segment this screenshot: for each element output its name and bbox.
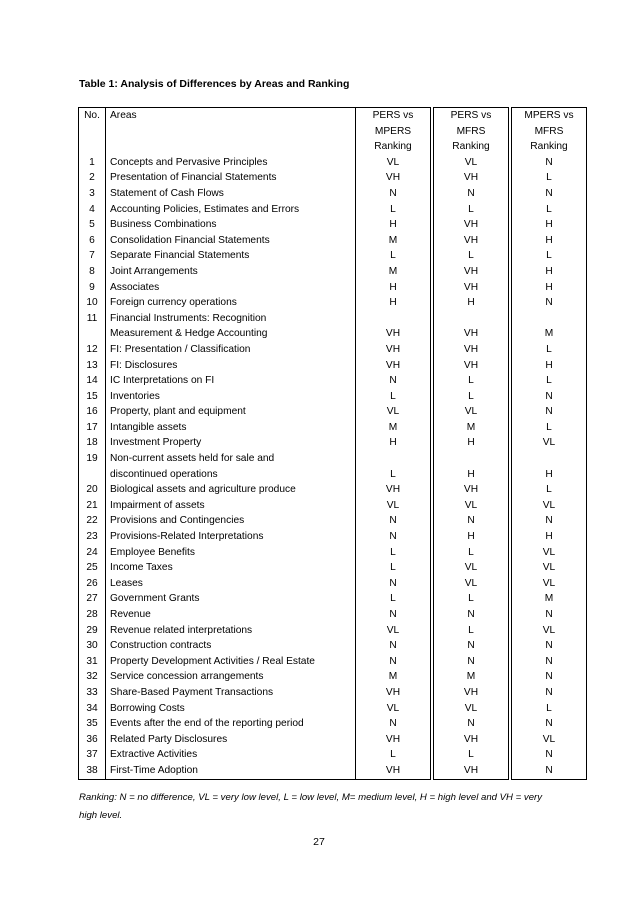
rank-pers-vs-mfrs: L	[434, 545, 509, 561]
table-row	[79, 638, 587, 654]
table-row	[79, 529, 587, 545]
row-area: Consolidation Financial Statements	[106, 233, 356, 249]
table-row	[79, 389, 587, 405]
row-number: 34	[79, 701, 106, 717]
table-row	[79, 264, 587, 280]
row-number: 26	[79, 576, 106, 592]
table-row	[79, 295, 587, 311]
row-number: 11	[79, 311, 106, 327]
rank-pers-vs-mfrs: VH	[434, 326, 509, 342]
rank-pers-vs-mfrs	[434, 451, 509, 467]
row-number: 32	[79, 669, 106, 685]
row-area: IC Interpretations on FI	[106, 373, 356, 389]
rank-pers-vs-mpers: VH	[356, 763, 431, 779]
rank-mpers-vs-mfrs	[512, 451, 587, 467]
table-row	[79, 576, 587, 592]
rank-pers-vs-mpers: VH	[356, 170, 431, 186]
rank-pers-vs-mfrs: H	[434, 295, 509, 311]
row-number: 23	[79, 529, 106, 545]
rank-pers-vs-mpers: VH	[356, 326, 431, 342]
rank-pers-vs-mpers: N	[356, 654, 431, 670]
rank-pers-vs-mpers: N	[356, 638, 431, 654]
rank-mpers-vs-mfrs: N	[512, 638, 587, 654]
header-col2-line3: Ranking	[434, 139, 509, 155]
rank-pers-vs-mfrs: VH	[434, 342, 509, 358]
table-row	[79, 591, 587, 607]
rank-pers-vs-mpers: VH	[356, 342, 431, 358]
rank-mpers-vs-mfrs: VL	[512, 545, 587, 561]
rank-mpers-vs-mfrs: N	[512, 654, 587, 670]
row-area: Presentation of Financial Statements	[106, 170, 356, 186]
ranking-legend-note: Ranking: N = no difference, VL = very low level, L = low level, M= medium level, H = high level and VH = very high level.	[79, 792, 543, 821]
rank-pers-vs-mfrs: N	[434, 186, 509, 202]
rank-mpers-vs-mfrs: H	[512, 529, 587, 545]
table-row	[79, 685, 587, 701]
rank-mpers-vs-mfrs: H	[512, 358, 587, 374]
rank-pers-vs-mpers: N	[356, 373, 431, 389]
rank-pers-vs-mfrs: VH	[434, 170, 509, 186]
row-area: Concepts and Pervasive Principles	[106, 155, 356, 171]
row-number: 30	[79, 638, 106, 654]
rank-pers-vs-mfrs: L	[434, 747, 509, 763]
rank-pers-vs-mfrs: VL	[434, 404, 509, 420]
rank-pers-vs-mpers: M	[356, 669, 431, 685]
row-number: 22	[79, 513, 106, 529]
rank-pers-vs-mpers: N	[356, 513, 431, 529]
row-area: Investment Property	[106, 435, 356, 451]
rank-mpers-vs-mfrs: N	[512, 389, 587, 405]
rank-pers-vs-mpers: VL	[356, 623, 431, 639]
row-area: Inventories	[106, 389, 356, 405]
rank-pers-vs-mpers: M	[356, 233, 431, 249]
row-area: Business Combinations	[106, 217, 356, 233]
rank-mpers-vs-mfrs: L	[512, 342, 587, 358]
row-number: 19	[79, 451, 106, 467]
table-row	[79, 545, 587, 561]
header-row	[79, 124, 587, 140]
header-row	[79, 139, 587, 155]
rank-pers-vs-mpers: VL	[356, 155, 431, 171]
header-col3-line2: MFRS	[512, 124, 587, 140]
row-area: Revenue related interpretations	[106, 623, 356, 639]
rank-pers-vs-mpers: H	[356, 435, 431, 451]
rank-pers-vs-mpers: N	[356, 186, 431, 202]
rank-pers-vs-mpers: N	[356, 576, 431, 592]
row-area: Extractive Activities	[106, 747, 356, 763]
rank-pers-vs-mfrs: N	[434, 513, 509, 529]
row-number: 37	[79, 747, 106, 763]
table-row	[79, 248, 587, 264]
row-area: Share-Based Payment Transactions	[106, 685, 356, 701]
row-number: 38	[79, 763, 106, 779]
row-area: Property, plant and equipment	[106, 404, 356, 420]
row-area: discontinued operations	[106, 467, 356, 483]
row-area: FI: Disclosures	[106, 358, 356, 374]
rank-pers-vs-mpers	[356, 311, 431, 327]
row-number: 31	[79, 654, 106, 670]
row-area: Financial Instruments: Recognition	[106, 311, 356, 327]
table-row	[79, 217, 587, 233]
row-number: 10	[79, 295, 106, 311]
rank-pers-vs-mpers	[356, 451, 431, 467]
rank-pers-vs-mfrs	[434, 311, 509, 327]
rank-pers-vs-mfrs: H	[434, 529, 509, 545]
rank-mpers-vs-mfrs: VL	[512, 435, 587, 451]
rank-pers-vs-mpers: N	[356, 529, 431, 545]
rank-mpers-vs-mfrs: N	[512, 669, 587, 685]
table-row	[79, 513, 587, 529]
header-col1-line1: PERS vs	[356, 108, 431, 124]
rank-mpers-vs-mfrs: H	[512, 280, 587, 296]
row-number	[79, 326, 106, 342]
rank-mpers-vs-mfrs: H	[512, 467, 587, 483]
header-areas: Areas	[106, 108, 356, 124]
ranking-table	[78, 107, 587, 780]
rank-mpers-vs-mfrs: L	[512, 482, 587, 498]
rank-pers-vs-mpers: VH	[356, 358, 431, 374]
row-number: 21	[79, 498, 106, 514]
row-number: 1	[79, 155, 106, 171]
table-row	[79, 358, 587, 374]
rank-mpers-vs-mfrs: L	[512, 248, 587, 264]
row-number: 2	[79, 170, 106, 186]
table-row	[79, 420, 587, 436]
table-row	[79, 280, 587, 296]
rank-pers-vs-mfrs: VH	[434, 280, 509, 296]
rank-pers-vs-mpers: VL	[356, 701, 431, 717]
rank-pers-vs-mfrs: M	[434, 420, 509, 436]
table-row	[79, 623, 587, 639]
rank-pers-vs-mpers: VH	[356, 732, 431, 748]
rank-pers-vs-mpers: N	[356, 716, 431, 732]
rank-pers-vs-mfrs: VH	[434, 217, 509, 233]
row-area: Provisions-Related Interpretations	[106, 529, 356, 545]
rank-mpers-vs-mfrs: M	[512, 326, 587, 342]
row-area: Provisions and Contingencies	[106, 513, 356, 529]
row-number: 16	[79, 404, 106, 420]
header-col2-line1: PERS vs	[434, 108, 509, 124]
rank-mpers-vs-mfrs: VL	[512, 560, 587, 576]
rank-mpers-vs-mfrs: L	[512, 373, 587, 389]
table-body	[79, 108, 587, 780]
rank-mpers-vs-mfrs: VL	[512, 576, 587, 592]
rank-pers-vs-mpers: L	[356, 389, 431, 405]
rank-mpers-vs-mfrs: N	[512, 763, 587, 779]
row-area: Associates	[106, 280, 356, 296]
rank-pers-vs-mfrs: VH	[434, 732, 509, 748]
table-row	[79, 233, 587, 249]
rank-pers-vs-mpers: VH	[356, 482, 431, 498]
row-number: 29	[79, 623, 106, 639]
rank-pers-vs-mpers: H	[356, 280, 431, 296]
row-number: 27	[79, 591, 106, 607]
table-caption: Table 1: Analysis of Differences by Areas and Ranking	[79, 78, 350, 90]
rank-mpers-vs-mfrs: N	[512, 685, 587, 701]
row-area: Construction contracts	[106, 638, 356, 654]
rank-pers-vs-mpers: L	[356, 202, 431, 218]
rank-pers-vs-mfrs: VH	[434, 264, 509, 280]
table-row	[79, 170, 587, 186]
rank-pers-vs-mfrs: H	[434, 435, 509, 451]
row-area: Government Grants	[106, 591, 356, 607]
rank-pers-vs-mpers: L	[356, 747, 431, 763]
table-row	[79, 311, 587, 327]
rank-mpers-vs-mfrs: N	[512, 186, 587, 202]
row-number: 14	[79, 373, 106, 389]
table-row	[79, 482, 587, 498]
row-number: 35	[79, 716, 106, 732]
row-area: Measurement & Hedge Accounting	[106, 326, 356, 342]
row-area: First-Time Adoption	[106, 763, 356, 779]
rank-pers-vs-mfrs: VH	[434, 685, 509, 701]
rank-pers-vs-mpers: VH	[356, 685, 431, 701]
rank-mpers-vs-mfrs: N	[512, 404, 587, 420]
row-area: Revenue	[106, 607, 356, 623]
table-row	[79, 607, 587, 623]
row-area: Intangible assets	[106, 420, 356, 436]
row-number: 12	[79, 342, 106, 358]
table-row	[79, 763, 587, 779]
row-number	[79, 467, 106, 483]
rank-pers-vs-mfrs: M	[434, 669, 509, 685]
header-col3-line1: MPERS vs	[512, 108, 587, 124]
row-area: Employee Benefits	[106, 545, 356, 561]
row-number: 3	[79, 186, 106, 202]
table-row	[79, 155, 587, 171]
row-number: 4	[79, 202, 106, 218]
rank-pers-vs-mfrs: L	[434, 389, 509, 405]
rank-pers-vs-mfrs: L	[434, 202, 509, 218]
rank-pers-vs-mpers: N	[356, 607, 431, 623]
row-number: 36	[79, 732, 106, 748]
rank-pers-vs-mpers: M	[356, 420, 431, 436]
header-no: No.	[79, 108, 106, 124]
rank-pers-vs-mpers: H	[356, 217, 431, 233]
rank-mpers-vs-mfrs: N	[512, 607, 587, 623]
table-row	[79, 669, 587, 685]
rank-pers-vs-mpers: L	[356, 545, 431, 561]
rank-mpers-vs-mfrs: VL	[512, 732, 587, 748]
rank-pers-vs-mpers: L	[356, 560, 431, 576]
rank-mpers-vs-mfrs: N	[512, 716, 587, 732]
row-number: 7	[79, 248, 106, 264]
row-area: Joint Arrangements	[106, 264, 356, 280]
header-col2-line2: MFRS	[434, 124, 509, 140]
rank-pers-vs-mfrs: N	[434, 607, 509, 623]
row-number: 24	[79, 545, 106, 561]
table-row	[79, 654, 587, 670]
rank-mpers-vs-mfrs: VL	[512, 623, 587, 639]
rank-mpers-vs-mfrs: N	[512, 747, 587, 763]
rank-pers-vs-mfrs: VH	[434, 763, 509, 779]
row-area: Accounting Policies, Estimates and Errors	[106, 202, 356, 218]
rank-mpers-vs-mfrs: M	[512, 591, 587, 607]
rank-pers-vs-mfrs: L	[434, 591, 509, 607]
rank-pers-vs-mfrs: VH	[434, 233, 509, 249]
table-row	[79, 498, 587, 514]
row-number: 6	[79, 233, 106, 249]
row-number: 13	[79, 358, 106, 374]
row-number: 28	[79, 607, 106, 623]
rank-mpers-vs-mfrs: L	[512, 170, 587, 186]
header-col3-line3: Ranking	[512, 139, 587, 155]
row-area: Non-current assets held for sale and	[106, 451, 356, 467]
table-row	[79, 435, 587, 451]
table-row	[79, 451, 587, 467]
table-row	[79, 186, 587, 202]
row-area: Foreign currency operations	[106, 295, 356, 311]
rank-pers-vs-mfrs: VH	[434, 358, 509, 374]
rank-mpers-vs-mfrs: N	[512, 155, 587, 171]
row-number: 9	[79, 280, 106, 296]
rank-pers-vs-mpers: L	[356, 248, 431, 264]
table-row	[79, 716, 587, 732]
table-row	[79, 202, 587, 218]
rank-pers-vs-mfrs: VH	[434, 482, 509, 498]
rank-mpers-vs-mfrs: H	[512, 233, 587, 249]
rank-mpers-vs-mfrs: L	[512, 701, 587, 717]
rank-mpers-vs-mfrs: N	[512, 295, 587, 311]
row-area: Related Party Disclosures	[106, 732, 356, 748]
row-area: Leases	[106, 576, 356, 592]
page-number: 27	[313, 836, 325, 848]
row-area: Income Taxes	[106, 560, 356, 576]
rank-mpers-vs-mfrs: L	[512, 202, 587, 218]
header-col1-line3: Ranking	[356, 139, 431, 155]
rank-pers-vs-mfrs: VL	[434, 155, 509, 171]
row-number: 5	[79, 217, 106, 233]
rank-mpers-vs-mfrs: H	[512, 264, 587, 280]
row-number: 17	[79, 420, 106, 436]
row-area: Statement of Cash Flows	[106, 186, 356, 202]
table-row	[79, 747, 587, 763]
rank-pers-vs-mfrs: VL	[434, 498, 509, 514]
rank-pers-vs-mfrs: VL	[434, 701, 509, 717]
row-number: 18	[79, 435, 106, 451]
table-row	[79, 342, 587, 358]
table-row	[79, 467, 587, 483]
rank-pers-vs-mfrs: L	[434, 248, 509, 264]
header-col1-line2: MPERS	[356, 124, 431, 140]
rank-mpers-vs-mfrs	[512, 311, 587, 327]
rank-mpers-vs-mfrs: L	[512, 420, 587, 436]
rank-pers-vs-mpers: L	[356, 591, 431, 607]
header-row	[79, 108, 587, 124]
table-row	[79, 326, 587, 342]
rank-pers-vs-mfrs: N	[434, 654, 509, 670]
row-number: 20	[79, 482, 106, 498]
rank-pers-vs-mfrs: VL	[434, 576, 509, 592]
rank-pers-vs-mfrs: VL	[434, 560, 509, 576]
row-number: 25	[79, 560, 106, 576]
table-row	[79, 701, 587, 717]
rank-pers-vs-mfrs: H	[434, 467, 509, 483]
rank-mpers-vs-mfrs: VL	[512, 498, 587, 514]
rank-pers-vs-mfrs: N	[434, 638, 509, 654]
rank-mpers-vs-mfrs: N	[512, 513, 587, 529]
rank-pers-vs-mpers: VL	[356, 498, 431, 514]
row-area: Property Development Activities / Real Estate	[106, 654, 356, 670]
rank-pers-vs-mfrs: L	[434, 623, 509, 639]
table-row	[79, 560, 587, 576]
row-number: 33	[79, 685, 106, 701]
row-area: Impairment of assets	[106, 498, 356, 514]
rank-pers-vs-mpers: H	[356, 295, 431, 311]
row-number: 15	[79, 389, 106, 405]
row-area: Biological assets and agriculture produce	[106, 482, 356, 498]
row-area: Separate Financial Statements	[106, 248, 356, 264]
row-area: Service concession arrangements	[106, 669, 356, 685]
table-row	[79, 732, 587, 748]
rank-pers-vs-mpers: VL	[356, 404, 431, 420]
rank-pers-vs-mfrs: N	[434, 716, 509, 732]
row-area: Borrowing Costs	[106, 701, 356, 717]
table-row	[79, 373, 587, 389]
rank-pers-vs-mpers: L	[356, 467, 431, 483]
row-area: Events after the end of the reporting period	[106, 716, 356, 732]
table-row	[79, 404, 587, 420]
rank-mpers-vs-mfrs: H	[512, 217, 587, 233]
rank-pers-vs-mfrs: L	[434, 373, 509, 389]
row-area: FI: Presentation / Classification	[106, 342, 356, 358]
row-number: 8	[79, 264, 106, 280]
rank-pers-vs-mpers: M	[356, 264, 431, 280]
